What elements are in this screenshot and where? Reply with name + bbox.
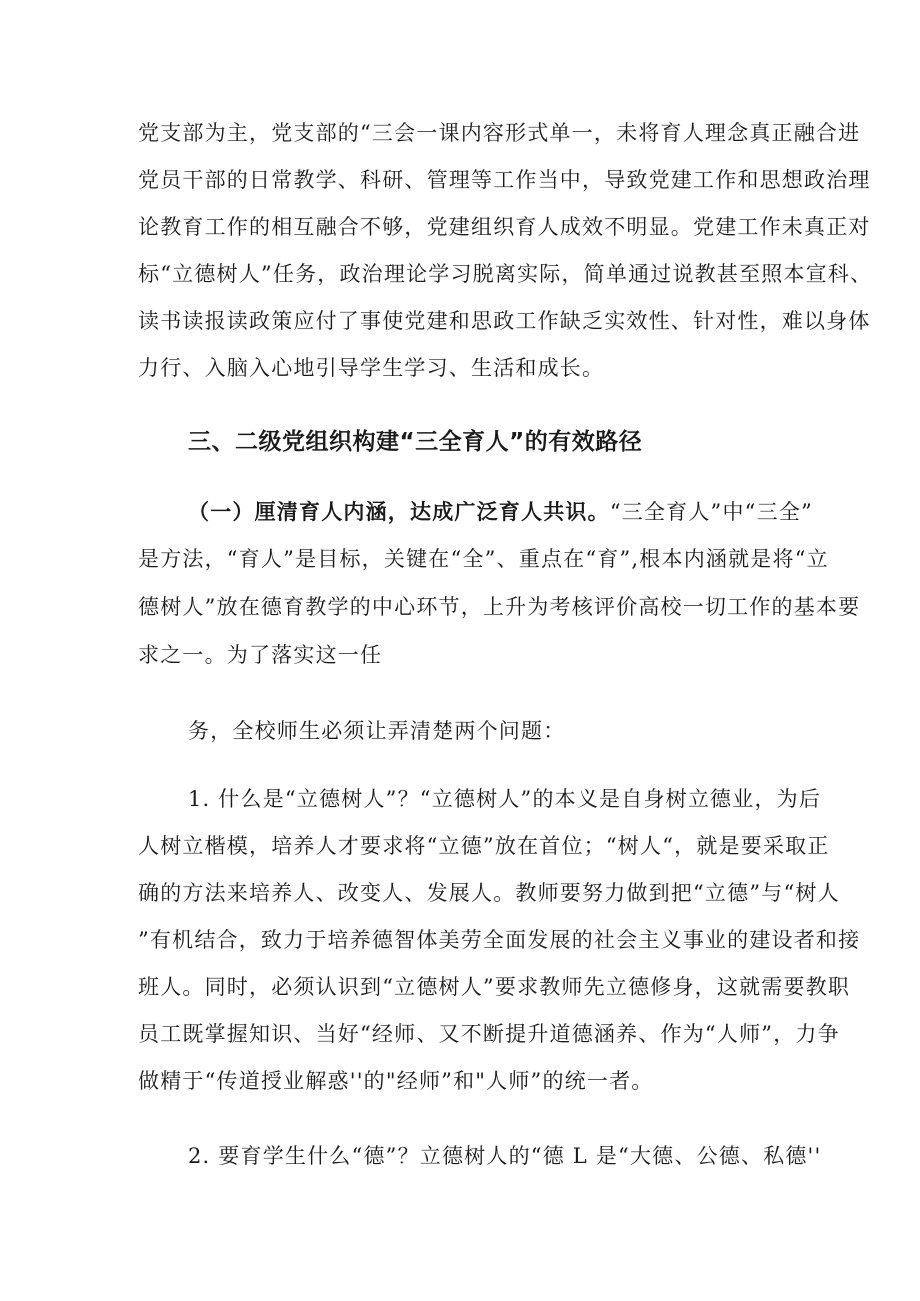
paragraph2-line: 德树人”放在德育教学的中心环节，上升为考核评价高校一切工作的基本要 <box>138 595 861 619</box>
section-heading: 三、二级党组织构建“三全育人”的有效路径 <box>188 429 643 455</box>
paragraph1-line: 论教育工作的相互融合不够，党建组织育人成效不明显。党建工作未真正对 <box>138 215 871 239</box>
paragraph2-lead-line <box>188 497 813 527</box>
paragraph1-line: 党员干部的日常教学、科研、管理等工作当中，导致党建工作和思想政治理 <box>138 168 871 192</box>
paragraph2-line: 求之一。为了落实这一任 <box>138 643 383 667</box>
paragraph4-line: 班人。同时，必须认识到“立德树人”要求教师先立德修身，这就需要教职 <box>138 975 851 999</box>
paragraph4-line: 做精于“传道授业解惑''的"经师”和"人师”的统一者。 <box>138 1069 654 1093</box>
paragraph2-line: 是方法，“育人”是目标，关键在“全”、重点在“育”,根本内涵就是将“立 <box>138 547 829 571</box>
paragraph5-line: 2. 要育学生什么“德”？立德树人的“德 L 是“大德、公德、私德'' <box>188 1144 822 1168</box>
paragraph4-line: 1. 什么是“立德树人”？“立德树人”的本义是自身树立德业，为后 <box>188 787 822 811</box>
paragraph1-line: 党支部为主，党支部的“三会一课内容形式单一，未将育人理念真正融合进 <box>138 121 861 145</box>
paragraph2-lead-rest: “三全育人”中“三全” <box>609 500 813 524</box>
paragraph4-line: 人树立楷模，培养人才要求将“立德”放在首位；“树人“，就是要采取正 <box>138 834 830 858</box>
paragraph3-line: 务，全校师生必须让弄清楚两个问题： <box>188 719 566 743</box>
paragraph4-line: 确的方法来培养人、改变人、发展人。教师要努力做到把“立德”与“树人 <box>138 881 840 905</box>
paragraph4-line: ”有机结合，致力于培养德智体美劳全面发展的社会主义事业的建设者和接 <box>138 928 861 952</box>
paragraph1-line: 力行、入脑入心地引导学生学习、生活和成长。 <box>138 356 605 380</box>
paragraph4-line: 员工既掌握知识、当好“经师、又不断提升道德涵养、作为“人师”，力争 <box>138 1022 840 1046</box>
paragraph1-line: 读书读报读政策应付了事使党建和思政工作缺乏实效性、针对性，难以身体 <box>138 309 871 333</box>
paragraph1-line: 标“立德树人”任务，政治理论学习脱离实际，简单通过说教甚至照本宣科、 <box>138 262 873 286</box>
paragraph2-lead-bold: （一）厘清育人内涵，达成广泛育人共识。 <box>188 499 610 524</box>
